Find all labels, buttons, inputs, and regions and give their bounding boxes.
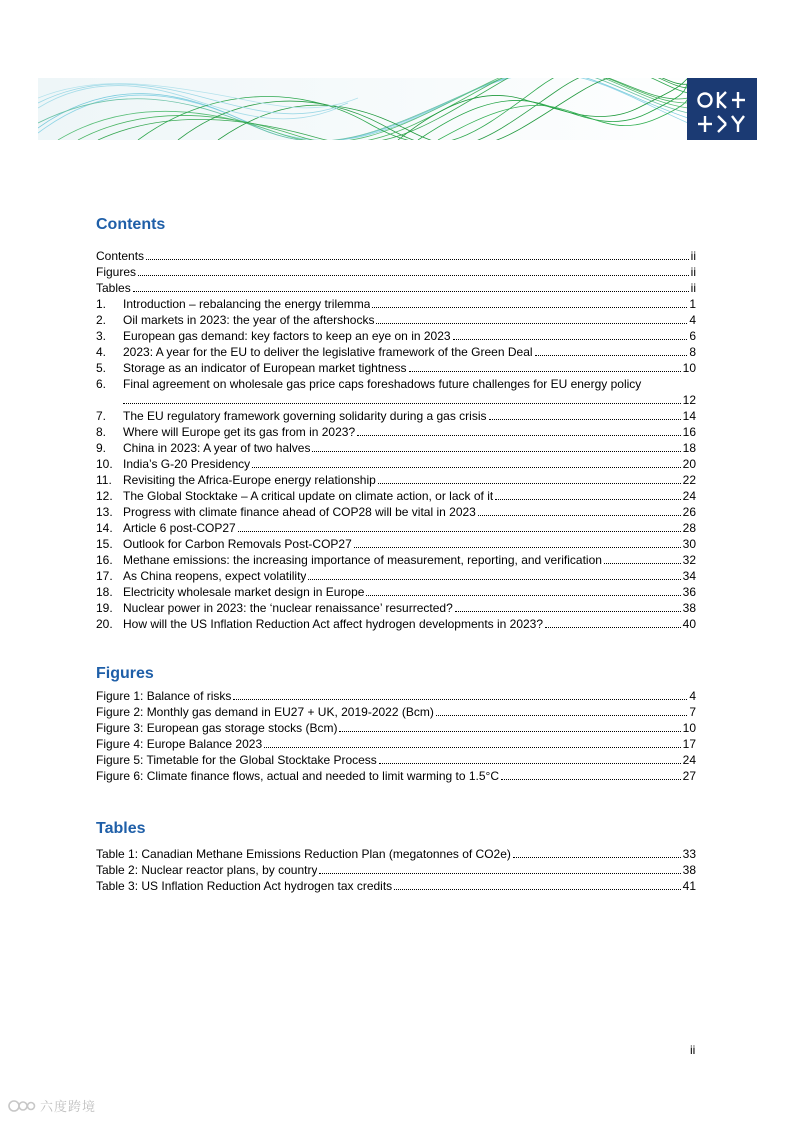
toc-entry-page: 33: [682, 847, 696, 861]
toc-entry-label: Figure 2: Monthly gas demand in EU27 + UK, 2019-2022 (Bcm): [96, 705, 434, 719]
toc-entry-page: 34: [682, 569, 696, 583]
toc-entry-label: China in 2023: A year of two halves: [123, 441, 311, 455]
watermark-logo-icon: [8, 1097, 36, 1115]
toc-leader-dots: [379, 763, 681, 764]
toc-entry[interactable]: [96, 408, 696, 424]
toc-leader-dots: [535, 355, 688, 356]
tables-list: [96, 846, 696, 894]
toc-entry-number: 16.: [96, 553, 113, 567]
toc-entry-number: 2.: [96, 313, 107, 327]
watermark-text: 六度跨境: [40, 1099, 97, 1114]
header-banner: [38, 78, 757, 140]
toc-leader-dots: [501, 779, 681, 780]
toc-entry-label: Figure 6: Climate finance flows, actual and needed to limit warming to 1.5°C: [96, 769, 499, 783]
toc-entry[interactable]: [96, 472, 696, 488]
toc-entry[interactable]: [96, 280, 696, 296]
toc-entry[interactable]: [96, 846, 696, 862]
toc-entry[interactable]: [96, 768, 696, 784]
toc-entry[interactable]: [96, 616, 696, 632]
toc-leader-dots: [478, 515, 681, 516]
toc-entry-page: 17: [682, 737, 696, 751]
toc-leader-dots: [545, 627, 681, 628]
toc-leader-dots: [354, 547, 681, 548]
toc-entry-label: Electricity wholesale market design in Europe: [123, 585, 365, 599]
toc-entry-label: European gas demand: key factors to keep an eye on in 2023: [123, 329, 451, 343]
toc-entry-page: 38: [682, 863, 696, 877]
toc-leader-dots: [489, 419, 681, 420]
figures-heading: Figures: [96, 665, 154, 682]
contents-list: [96, 248, 696, 632]
toc-entry-number: 15.: [96, 537, 113, 551]
toc-entry-page: 14: [682, 409, 696, 423]
toc-entry-page: 16: [682, 425, 696, 439]
toc-entry[interactable]: [96, 504, 696, 520]
toc-entry-number: 5.: [96, 361, 107, 375]
toc-entry-page: 18: [682, 441, 696, 455]
page-number: ii: [690, 1043, 696, 1057]
toc-leader-dots: [357, 435, 681, 436]
toc-entry-number: 3.: [96, 329, 107, 343]
toc-entry-page: 1: [689, 297, 696, 311]
toc-entry[interactable]: [96, 552, 696, 568]
toc-entry-label: Table 3: US Inflation Reduction Act hydrogen tax credits: [96, 879, 393, 893]
toc-entry[interactable]: [96, 456, 696, 472]
toc-entry-label: Where will Europe get its gas from in 2023?: [123, 425, 356, 439]
toc-entry[interactable]: [96, 736, 696, 752]
toc-entry-page: 27: [682, 769, 696, 783]
toc-leader-dots: [339, 731, 680, 732]
toc-leader-dots: [366, 595, 680, 596]
toc-entry[interactable]: [96, 688, 696, 704]
toc-entry-page: 24: [682, 753, 696, 767]
toc-entry-page: 6: [689, 329, 696, 343]
toc-leader-dots: [372, 307, 687, 308]
toc-leader-dots: [409, 371, 681, 372]
toc-entry-number: 10.: [96, 457, 113, 471]
toc-entry-page: 24: [682, 489, 696, 503]
toc-entry[interactable]: [96, 360, 696, 376]
toc-leader-dots: [513, 857, 681, 858]
toc-entry-label: Revisiting the Africa-Europe energy relationship: [123, 473, 376, 487]
oies-logo-icon: [687, 78, 757, 140]
toc-leader-dots: [133, 291, 689, 292]
toc-entry[interactable]: [96, 752, 696, 768]
toc-entry-label: Tables: [96, 281, 131, 295]
toc-entry-label: 2023: A year for the EU to deliver the legislative framework of the Green Deal: [123, 345, 533, 359]
toc-leader-dots: [123, 403, 681, 404]
toc-entry-number: 11.: [96, 473, 112, 487]
toc-entry-label: How will the US Inflation Reduction Act affect hydrogen developments in 2023?: [123, 617, 544, 631]
toc-entry-label: Article 6 post-COP27: [123, 521, 236, 535]
toc-leader-dots: [146, 259, 689, 260]
toc-entry[interactable]: [96, 720, 696, 736]
toc-entry-page: 32: [682, 553, 696, 567]
toc-entry[interactable]: [96, 584, 696, 600]
toc-entry-label: The EU regulatory framework governing solidarity during a gas crisis: [123, 409, 487, 423]
toc-entry-page: 4: [689, 689, 696, 703]
toc-entry-page: 10: [682, 361, 696, 375]
toc-leader-dots: [264, 747, 681, 748]
toc-entry-label: Table 1: Canadian Methane Emissions Reduction Plan (megatonnes of CO2e): [96, 847, 511, 861]
toc-entry-label: Contents: [96, 249, 145, 263]
toc-entry-label: India’s G-20 Presidency: [123, 457, 251, 471]
toc-entry-number: 19.: [96, 601, 113, 615]
toc-entry-label: Progress with climate finance ahead of COP28 will be vital in 2023: [123, 505, 476, 519]
toc-entry-page: 41: [682, 879, 696, 893]
toc-entry[interactable]: [96, 704, 696, 720]
toc-entry-label: Methane emissions: the increasing importance of measurement, reporting, and verification: [123, 553, 602, 567]
toc-leader-dots: [378, 483, 681, 484]
toc-leader-dots: [138, 275, 689, 276]
toc-entry-page: 38: [682, 601, 696, 615]
toc-entry-page: 7: [689, 705, 696, 719]
toc-entry-page: ii: [690, 249, 696, 263]
toc-entry-number: 17.: [96, 569, 113, 583]
toc-leader-dots: [319, 873, 680, 874]
toc-entry-page: 40: [682, 617, 696, 631]
toc-leader-dots: [233, 699, 687, 700]
toc-entry[interactable]: [96, 440, 696, 456]
toc-leader-dots: [394, 889, 680, 890]
toc-entry-label: Storage as an indicator of European market tightness: [123, 361, 407, 375]
toc-entry-label: Nuclear power in 2023: the ‘nuclear renaissance’ resurrected?: [123, 601, 453, 615]
toc-leader-dots: [376, 323, 687, 324]
toc-entry[interactable]: [96, 376, 696, 392]
toc-entry-page: 20: [682, 457, 696, 471]
toc-entry[interactable]: [96, 264, 696, 280]
toc-entry-page: 28: [682, 521, 696, 535]
toc-entry-label: Figures: [96, 265, 137, 279]
toc-entry-number: 20.: [96, 617, 113, 631]
toc-entry-number: 13.: [96, 505, 113, 519]
toc-entry[interactable]: [96, 312, 696, 328]
toc-entry[interactable]: [96, 424, 696, 440]
toc-entry-page: 10: [682, 721, 696, 735]
toc-entry-number: 12.: [96, 489, 113, 503]
toc-entry-page: 26: [682, 505, 696, 519]
toc-entry[interactable]: [96, 600, 696, 616]
toc-entry-label: Figure 4: Europe Balance 2023: [96, 737, 263, 751]
toc-entry[interactable]: [96, 536, 696, 552]
toc-leader-dots: [308, 579, 680, 580]
toc-leader-dots: [455, 611, 681, 612]
toc-entry[interactable]: [96, 296, 696, 312]
toc-entry[interactable]: [96, 488, 696, 504]
toc-entry-number: 6.: [96, 377, 107, 391]
toc-entry-page: 4: [689, 313, 696, 327]
toc-entry-number: 1.: [96, 297, 107, 311]
toc-entry-number: 4.: [96, 345, 107, 359]
toc-entry-label: Figure 1: Balance of risks: [96, 689, 232, 703]
toc-entry-page: 30: [682, 537, 696, 551]
toc-entry-continuation[interactable]: [96, 392, 696, 408]
toc-entry[interactable]: [96, 568, 696, 584]
toc-entry[interactable]: [96, 520, 696, 536]
figures-list: [96, 688, 696, 784]
toc-entry-number: 8.: [96, 425, 107, 439]
toc-entry[interactable]: [96, 344, 696, 360]
toc-entry-page: 12: [682, 393, 696, 407]
toc-entry-label: Introduction – rebalancing the energy trilemma: [123, 297, 371, 311]
toc-leader-dots: [436, 715, 687, 716]
toc-leader-dots: [604, 563, 681, 564]
toc-entry-label: Table 2: Nuclear reactor plans, by country: [96, 863, 318, 877]
toc-entry[interactable]: [96, 248, 696, 264]
toc-entry-page: 22: [682, 473, 696, 487]
contents-heading: Contents: [96, 216, 166, 233]
toc-leader-dots: [252, 467, 680, 468]
toc-entry-label: The Global Stocktake – A critical update on climate action, or lack of it: [123, 489, 494, 503]
toc-entry-number: 18.: [96, 585, 113, 599]
toc-entry[interactable]: [96, 878, 696, 894]
toc-entry-page: 36: [682, 585, 696, 599]
toc-entry-number: 9.: [96, 441, 107, 455]
toc-entry[interactable]: [96, 862, 696, 878]
toc-entry-label: Outlook for Carbon Removals Post-COP27: [123, 537, 352, 551]
toc-entry-number: 14.: [96, 521, 113, 535]
toc-entry-page: ii: [690, 281, 696, 295]
toc-entry-page: 8: [689, 345, 696, 359]
toc-entry-page: ii: [690, 265, 696, 279]
toc-entry-label: As China reopens, expect volatility: [123, 569, 307, 583]
toc-entry[interactable]: [96, 328, 696, 344]
toc-entry-number: 7.: [96, 409, 107, 423]
toc-leader-dots: [495, 499, 680, 500]
toc-leader-dots: [238, 531, 681, 532]
tables-heading: Tables: [96, 820, 146, 837]
toc-entry-label: Oil markets in 2023: the year of the aftershocks: [123, 313, 375, 327]
watermark: [8, 1096, 96, 1115]
toc-entry-label: Final agreement on wholesale gas price caps foreshadows future challenges for EU energy policy: [123, 377, 642, 391]
toc-leader-dots: [312, 451, 680, 452]
toc-entry-label: Figure 3: European gas storage stocks (Bcm): [96, 721, 338, 735]
toc-leader-dots: [453, 339, 688, 340]
toc-entry-label: Figure 5: Timetable for the Global Stocktake Process: [96, 753, 377, 767]
